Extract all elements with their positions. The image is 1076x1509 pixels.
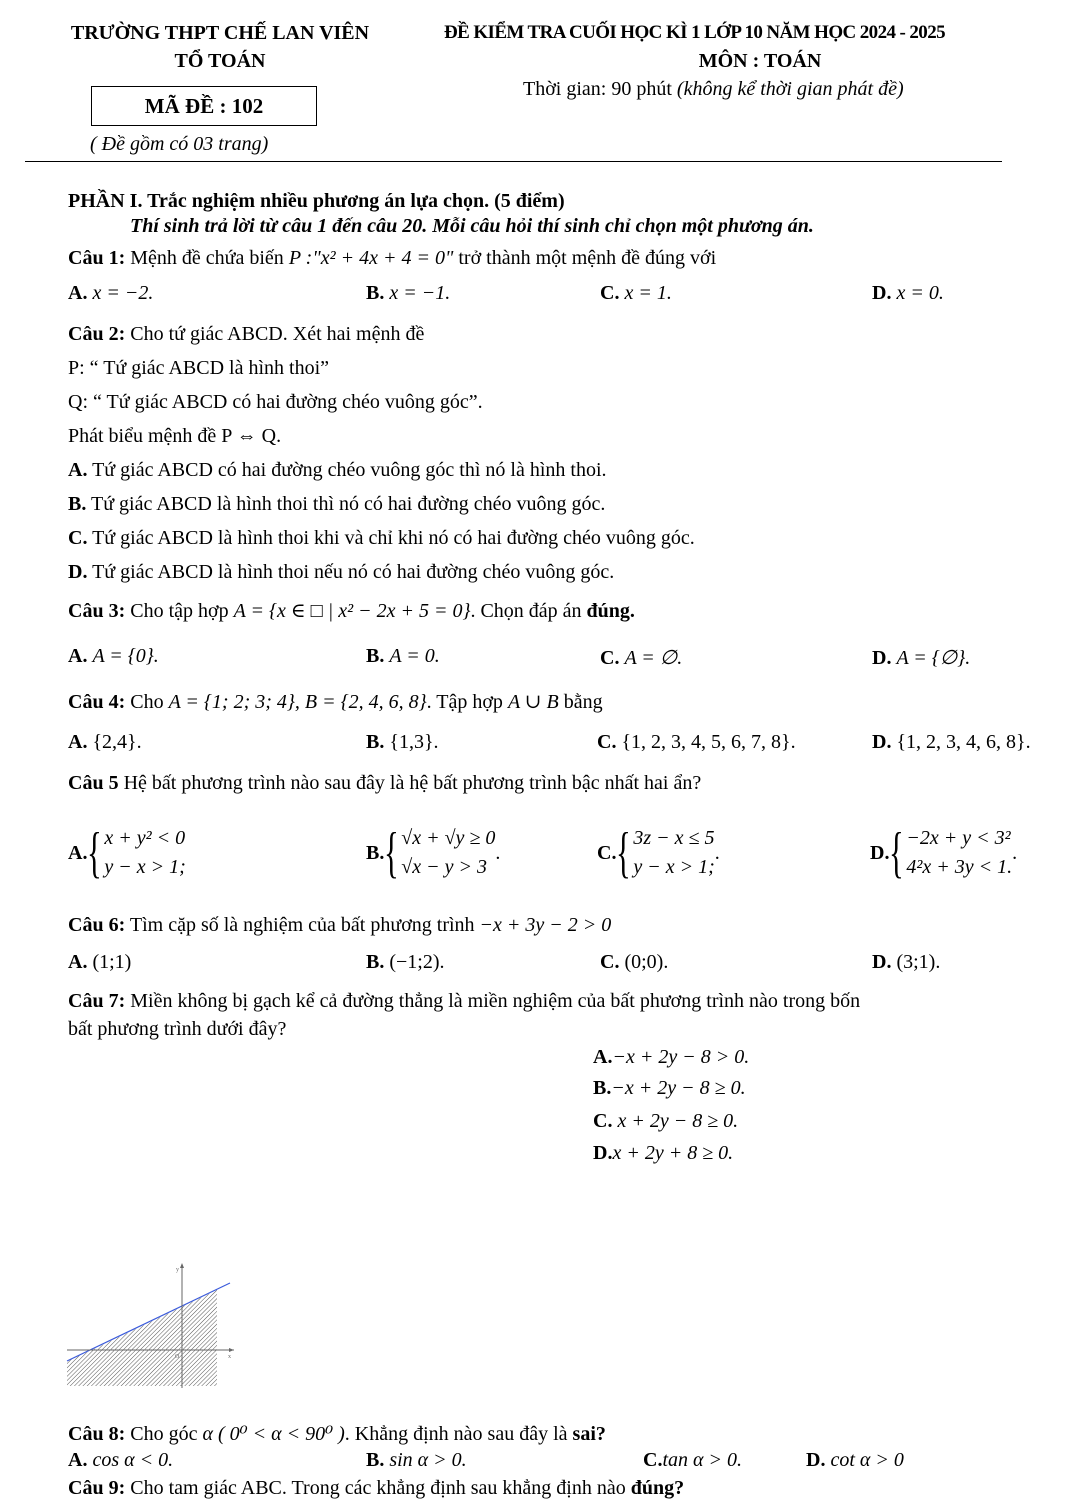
option-letter: A. — [68, 731, 88, 753]
option-c[interactable] — [600, 282, 672, 305]
option-letter: B. — [366, 841, 385, 864]
option-a[interactable] — [68, 822, 186, 884]
option-b[interactable] — [366, 951, 445, 974]
option-text: cos α < 0. — [92, 1449, 174, 1471]
option-letter: B. — [366, 731, 385, 753]
option-letter: D. — [872, 282, 892, 304]
option-letter: B. — [366, 645, 385, 667]
proposition-p: P: “ Tứ giác ABCD là hình thoi” — [68, 357, 330, 379]
question-expression: α ( 0⁰ < α < 90⁰ ) — [202, 1423, 345, 1445]
part1-title: PHẦN I. Trắc nghiệm nhiều phương án lựa chọn. (5 điểm) — [68, 190, 565, 212]
option-text: (3;1). — [896, 951, 941, 973]
time-label: Thời gian: 90 phút — [523, 78, 672, 100]
question-text: Hệ bất phương trình nào sau đây là hệ bất phương trình bậc nhất hai ẩn? — [123, 772, 702, 794]
pages-note: ( Đề gồm có 03 trang) — [90, 133, 269, 155]
option-letter: B. — [68, 493, 87, 515]
option-text: x + 2y + 8 ≥ 0. — [612, 1142, 734, 1164]
question-text: Cho tam giác ABC. Trong các khẳng định sau khẳng định nào — [125, 1477, 626, 1499]
question-text-line2: bất phương trình dưới đây? — [68, 1018, 287, 1040]
option-a[interactable] — [593, 1046, 749, 1069]
option-text: tan α > 0. — [662, 1449, 743, 1471]
option-text: {1, 2, 3, 4, 5, 6, 7, 8}. — [621, 731, 796, 753]
question-label: Câu 5 — [68, 772, 119, 794]
option-text: sin α > 0. — [389, 1449, 467, 1471]
option-a[interactable] — [68, 282, 153, 305]
system-line: y − x > 1; — [633, 856, 715, 878]
question-1 — [68, 247, 716, 270]
brace-icon: { — [616, 822, 632, 884]
option-end: . — [495, 841, 501, 864]
origin-label: O — [175, 1354, 180, 1360]
exam-code: MÃ ĐỀ : 102 — [144, 94, 264, 118]
option-letter: C. — [643, 1449, 663, 1471]
option-a[interactable] — [68, 459, 607, 482]
question-expression: A = {1; 2; 3; 4}, B = {2, 4, 6, 8} — [168, 691, 427, 713]
time-info — [523, 78, 904, 101]
subject-label: MÔN : TOÁN — [698, 50, 822, 72]
option-letter: C. — [593, 1110, 613, 1132]
question-expression: P :"x² + 4x + 4 = 0" — [288, 247, 454, 269]
proposition-q: Q: “ Tứ giác ABCD có hai đường chéo vuông góc”. — [68, 391, 483, 413]
option-end: . — [714, 841, 720, 864]
question-label: Câu 2: — [68, 323, 126, 345]
option-c[interactable] — [600, 645, 682, 670]
system-line: −2x + y < 3² — [906, 827, 1011, 849]
option-text: {1, 2, 3, 4, 6, 8}. — [896, 731, 1031, 753]
question-text: Tìm cặp số là nghiệm của bất phương trình — [129, 914, 475, 936]
question-expression: A ∪ B — [507, 691, 559, 713]
option-letter: A. — [68, 459, 88, 481]
question-6 — [68, 914, 611, 937]
option-letter: C. — [600, 951, 620, 973]
option-text: x = 1. — [624, 282, 672, 304]
option-letter: D. — [872, 951, 892, 973]
option-text: {1,3}. — [389, 731, 439, 753]
option-letter: C. — [600, 647, 620, 669]
option-c[interactable] — [68, 527, 695, 550]
option-a[interactable] — [68, 951, 131, 974]
time-note: (không kể thời gian phát đề) — [676, 78, 904, 100]
question-label: Câu 9: — [68, 1477, 126, 1499]
option-d[interactable] — [872, 645, 970, 670]
option-letter: C. — [600, 282, 620, 304]
option-end: . — [1012, 841, 1018, 864]
option-letter: C. — [597, 731, 617, 753]
option-text: x + 2y − 8 ≥ 0. — [617, 1110, 739, 1132]
question-text: . Chọn đáp án — [470, 600, 582, 622]
question-text: Cho góc — [130, 1423, 198, 1445]
option-letter: D. — [872, 647, 892, 669]
question-text: Cho — [130, 691, 164, 713]
question-2 — [68, 323, 424, 346]
system-line: 3z − x ≤ 5 — [633, 827, 715, 849]
question-3 — [68, 598, 635, 623]
option-c[interactable] — [593, 1110, 738, 1133]
question-label: Câu 3: — [68, 600, 126, 622]
question-text: Cho tập hợp — [130, 600, 229, 622]
system-line: √x + √y ≥ 0 — [401, 827, 496, 849]
question-7 — [68, 990, 860, 1013]
option-text: (−1;2). — [389, 951, 445, 973]
question-label: Câu 1: — [68, 247, 126, 269]
question-9 — [68, 1477, 684, 1500]
option-letter: D. — [68, 561, 88, 583]
option-d[interactable] — [870, 822, 1018, 884]
option-d[interactable] — [68, 561, 614, 584]
y-axis-label: y — [176, 1267, 179, 1273]
question-label: Câu 6: — [68, 914, 126, 936]
option-d[interactable] — [872, 731, 1031, 754]
option-text: x = −1. — [389, 282, 451, 304]
question-text: Miền không bị gạch kể cả đường thẳng là miền nghiệm của bất phương trình nào trong bốn — [125, 990, 861, 1012]
question-label: Câu 7: — [68, 990, 126, 1012]
option-a[interactable] — [68, 1449, 173, 1472]
inequality-graph — [62, 1258, 237, 1393]
option-letter: A. — [68, 951, 88, 973]
option-letter: B. — [593, 1077, 612, 1099]
option-letter: B. — [366, 1449, 385, 1471]
option-text: Tứ giác ABCD là hình thoi khi và chỉ khi nó có hai đường chéo vuông góc. — [92, 527, 695, 549]
department-name: TỔ TOÁN — [174, 50, 266, 72]
option-letter: A. — [68, 282, 88, 304]
option-text: x = −2. — [92, 282, 154, 304]
question-emphasis: đúng. — [586, 600, 635, 622]
question-text: Cho tứ giác ABCD. Xét hai mệnh đề — [130, 323, 425, 345]
option-b[interactable] — [68, 493, 605, 516]
question-ask: Phát biểu mệnh đề P ⇔ Q. — [68, 425, 282, 447]
option-b[interactable] — [366, 282, 450, 305]
option-text: (1;1) — [92, 951, 132, 973]
system-line: √x − y > 3 — [401, 856, 487, 878]
option-letter: B. — [366, 282, 385, 304]
hatched-region — [67, 1290, 217, 1386]
question-label: Câu 4: — [68, 691, 126, 713]
option-letter: D. — [806, 1449, 826, 1471]
option-text: A = {∅}. — [896, 647, 971, 669]
question-5 — [68, 772, 701, 795]
option-text: {2,4}. — [92, 731, 142, 753]
option-d[interactable] — [806, 1449, 904, 1472]
option-letter: C. — [597, 841, 617, 864]
option-c[interactable] — [600, 951, 668, 974]
option-text: Tứ giác ABCD là hình thoi thì nó có hai đường chéo vuông góc. — [90, 493, 606, 515]
option-b[interactable] — [366, 822, 501, 884]
question-text: trở thành một mệnh đề đúng với — [458, 247, 717, 269]
x-arrow-icon — [229, 1348, 234, 1352]
part1-instruction: Thí sinh trả lời từ câu 1 đến câu 20. Mỗi câu hỏi thí sinh chỉ chọn một phương án. — [130, 215, 814, 237]
option-text: Tứ giác ABCD là hình thoi nếu nó có hai đường chéo vuông góc. — [92, 561, 615, 583]
option-letter: A. — [68, 1449, 88, 1471]
option-a[interactable] — [68, 645, 159, 668]
option-d[interactable] — [872, 951, 940, 974]
option-letter: D. — [870, 841, 890, 864]
option-text: (0;0). — [624, 951, 669, 973]
system-line: 4²x + 3y < 1. — [906, 856, 1013, 878]
option-b[interactable] — [366, 645, 440, 668]
option-text: A = {0}. — [92, 645, 159, 667]
option-b[interactable] — [366, 731, 439, 754]
system-line: x + y² < 0 — [104, 827, 186, 849]
exam-title: ĐỀ KIỂM TRA CUỐI HỌC KÌ 1 LỚP 10 NĂM HỌC 2024 - 2025 — [444, 22, 946, 43]
question-expression: −x + 3y − 2 > 0 — [479, 914, 612, 936]
brace-icon: { — [889, 822, 905, 884]
question-text: . Khẳng định nào sau đây là — [344, 1423, 568, 1445]
option-c[interactable] — [597, 731, 796, 754]
option-c[interactable] — [643, 1449, 742, 1472]
question-text: . Tập hợp — [426, 691, 503, 713]
brace-icon: { — [87, 822, 103, 884]
question-8 — [68, 1421, 606, 1446]
header-divider — [25, 161, 1002, 162]
option-text: −x + 2y − 8 > 0. — [612, 1046, 750, 1068]
question-text: Mệnh đề chứa biến — [130, 247, 284, 269]
option-text: −x + 2y − 8 ≥ 0. — [611, 1077, 746, 1099]
option-text: A = 0. — [389, 645, 440, 667]
question-label: Câu 8: — [68, 1423, 126, 1445]
option-b[interactable] — [366, 1449, 467, 1472]
option-a[interactable] — [68, 731, 142, 754]
option-text: A = ∅. — [624, 647, 683, 669]
option-text: cot α > 0 — [830, 1449, 904, 1471]
option-b[interactable] — [593, 1077, 746, 1100]
school-name: TRƯỜNG THPT CHẾ LAN VIÊN — [70, 22, 370, 44]
option-d[interactable] — [593, 1142, 733, 1165]
brace-icon: { — [384, 822, 400, 884]
question-emphasis: đúng? — [630, 1477, 685, 1499]
option-letter: D. — [593, 1142, 613, 1164]
option-letter: D. — [872, 731, 892, 753]
system-line: y − x > 1; — [104, 856, 186, 878]
option-letter: A. — [68, 645, 88, 667]
x-axis-label: x — [228, 1354, 231, 1360]
option-letter: A. — [593, 1046, 613, 1068]
question-emphasis: sai? — [572, 1423, 606, 1445]
option-letter: B. — [366, 951, 385, 973]
option-letter: C. — [68, 527, 88, 549]
question-text: bằng — [563, 691, 603, 713]
option-text: x = 0. — [896, 282, 944, 304]
option-text: Tứ giác ABCD có hai đường chéo vuông góc thì nó là hình thoi. — [92, 459, 607, 481]
y-arrow-icon — [180, 1263, 184, 1268]
question-4 — [68, 689, 603, 714]
option-c[interactable] — [597, 822, 720, 884]
question-expression: A = {x ∈ □ | x² − 2x + 5 = 0} — [233, 600, 471, 622]
option-d[interactable] — [872, 282, 944, 305]
option-letter: A. — [68, 841, 88, 864]
